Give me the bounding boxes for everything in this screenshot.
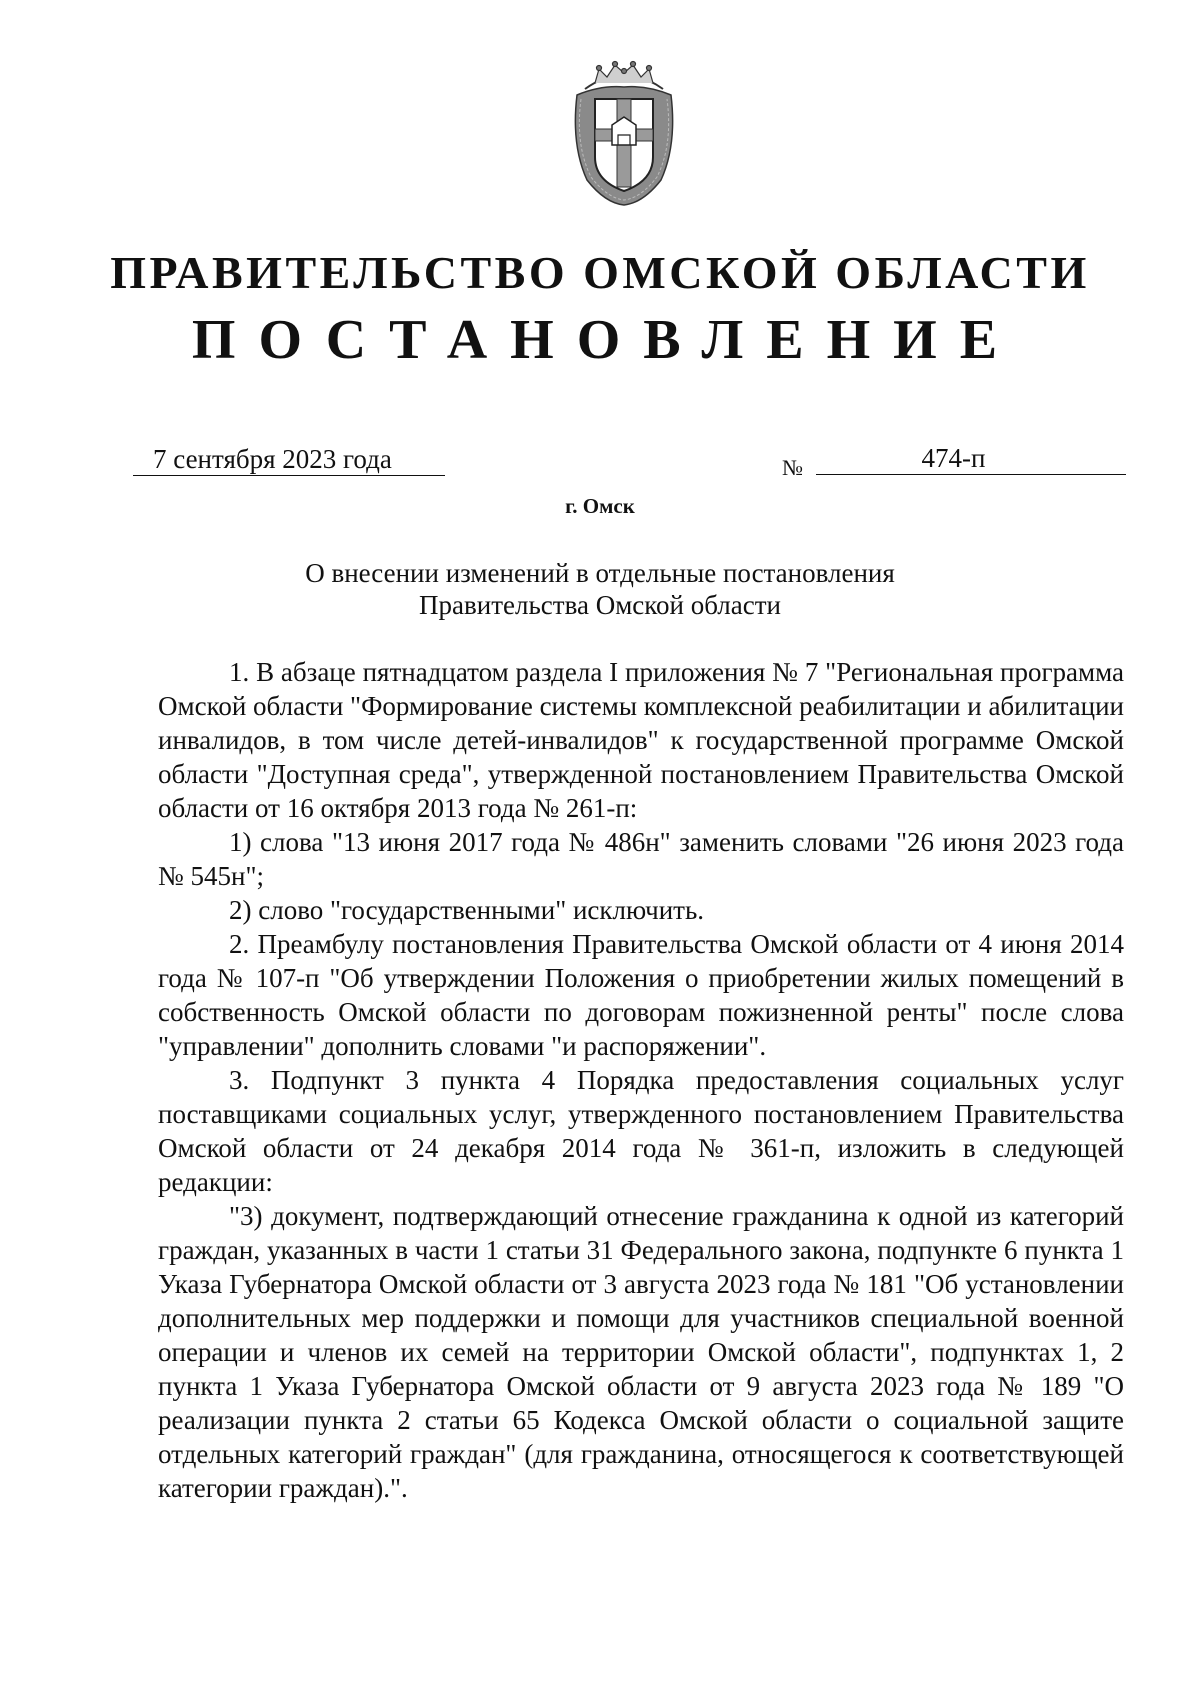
city-label: г. Омск	[565, 494, 635, 518]
document-date: 7 сентября 2023 года	[133, 442, 445, 476]
body-paragraph-5: 3. Подпункт 3 пункта 4 Порядка предоставления социальных услуг поставщиками социальных услуг, утвержденного постановлением Правительства Омской области от 24 декабря 2014 года № 361-п, изложить в следующей редакции:	[158, 1065, 1124, 1197]
subject-line-2: Правительства Омской области	[419, 590, 781, 620]
document-subject	[0, 557, 1200, 621]
document-type-heading: ПОСТАНОВЛЕНИЕ	[191, 309, 1021, 371]
body-paragraph-6: "3) документ, подтверждающий отнесение гражданина к одной из категорий граждан, указанных в части 1 статьи 31 Федерального закона, подпункте 6 пункта 1 Указа Губернатора Омской области от 3 августа 2023 года № 181 "Об установлении дополнительных мер поддержки и помощи для участников специальной военной операции и членов их семей на территории Омской области", подпунктах 1, 2 пункта 1 Указа Губернатора Омской области от 9 августа 2023 года № 189 "О реализации пункта 2 статьи 65 Кодекса Омской области о социальной защите отдельных категорий граждан" (для гражданина, относящегося к соответствующей категории граждан).".	[158, 1201, 1124, 1503]
body-paragraph-4: 2. Преамбулу постановления Правительства Омской области от 4 июня 2014 года № 107-п "Об утверждении Положения о приобретении жилых помещений в собственность Омской области по договорам пожизненной ренты" после слова "управлении" дополнить словами "и распоряжении".	[158, 929, 1124, 1061]
subject-line-1: О внесении изменений в отдельные постановления	[305, 558, 895, 588]
number-sign: №	[782, 455, 803, 480]
coat-of-arms-emblem	[567, 55, 681, 207]
document-number: 474-п	[816, 441, 1126, 475]
document-body	[158, 655, 1124, 1505]
organization-title: ПРАВИТЕЛЬСТВО ОМСКОЙ ОБЛАСТИ	[110, 247, 1090, 298]
body-paragraph-1: 1. В абзаце пятнадцатом раздела I приложения № 7 "Региональная программа Омской области "Формирование системы комплексной реабилитации и абилитации инвалидов, в том числе детей-инвалидов" к государственной программе Омской области "Доступная среда", утвержденной постановлением Правительства Омской области от 16 октября 2013 года № 261-п:	[158, 657, 1124, 823]
body-paragraph-3: 2) слово "государственными" исключить.	[229, 895, 705, 925]
body-paragraph-2: 1) слова "13 июня 2017 года № 486н" заменить словами "26 июня 2023 года № 545н";	[158, 827, 1124, 891]
